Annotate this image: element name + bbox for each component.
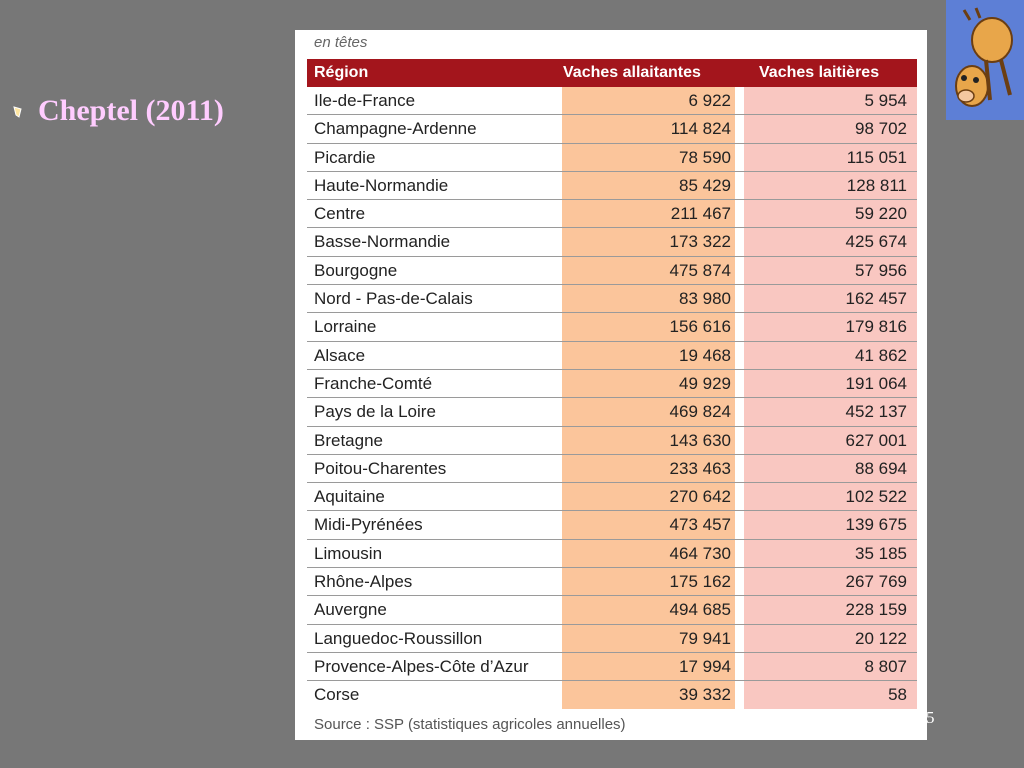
- cell-allaitantes: 143 630: [669, 430, 731, 450]
- cell-allaitantes: 469 824: [669, 402, 731, 422]
- table-row: [307, 370, 917, 398]
- cell-allaitantes: 156 616: [669, 317, 731, 337]
- cell-region: Provence-Alpes-Côte d’Azur: [314, 656, 529, 676]
- cell-allaitantes: 78 590: [679, 147, 731, 167]
- cell-allaitantes: 270 642: [669, 487, 731, 507]
- cell-allaitantes: 233 463: [669, 458, 731, 478]
- table-row: [307, 625, 917, 653]
- cell-laitieres: 128 811: [846, 175, 907, 195]
- cell-allaitantes: 464 730: [669, 543, 731, 563]
- cell-laitieres: 452 137: [845, 402, 907, 422]
- table-row: [307, 455, 917, 483]
- cell-allaitantes: 475 874: [669, 260, 731, 280]
- cell-laitieres: 58: [888, 685, 907, 705]
- table-row: [307, 342, 917, 370]
- cell-laitieres: 425 674: [845, 232, 907, 252]
- cell-region: Basse-Normandie: [314, 232, 451, 252]
- cell-laitieres: 191 064: [845, 373, 907, 393]
- cell-laitieres: 115 051: [846, 147, 907, 167]
- table-row: [307, 681, 917, 708]
- cell-laitieres: 57 956: [855, 260, 907, 280]
- cell-laitieres: 98 702: [855, 119, 907, 139]
- cell-region: Bretagne: [314, 430, 383, 450]
- cell-laitieres: 102 522: [845, 487, 907, 507]
- cell-region: Picardie: [314, 147, 376, 167]
- cell-region: Champagne-Ardenne: [314, 119, 477, 139]
- header-region: Région: [314, 64, 369, 81]
- cell-laitieres: 139 675: [845, 515, 907, 535]
- cell-allaitantes: 39 332: [679, 685, 731, 705]
- cell-allaitantes: 114 824: [670, 119, 731, 139]
- page-number: 5: [926, 708, 935, 727]
- table-row: [307, 285, 917, 313]
- cell-allaitantes: 473 457: [669, 515, 731, 535]
- cell-region: Aquitaine: [314, 487, 385, 507]
- cell-laitieres: 267 769: [845, 572, 907, 592]
- cell-region: Alsace: [314, 345, 366, 365]
- cell-region: Haute-Normandie: [314, 175, 449, 195]
- cell-allaitantes: 79 941: [679, 628, 731, 648]
- table-header: [307, 59, 917, 87]
- table-row: [307, 257, 917, 285]
- cell-region: Rhône-Alpes: [314, 572, 413, 592]
- cell-region: Franche-Comté: [314, 373, 433, 393]
- cell-allaitantes: 19 468: [679, 345, 731, 365]
- cell-region: Bourgogne: [314, 260, 398, 280]
- source-note: Source : SSP (statistiques agricoles annuelles): [314, 716, 626, 733]
- cell-region: Languedoc-Roussillon: [314, 628, 483, 648]
- cell-allaitantes: 211 467: [670, 204, 731, 224]
- table-row: [307, 568, 917, 596]
- cell-region: Corse: [314, 685, 360, 705]
- cell-allaitantes: 6 922: [688, 91, 731, 110]
- table-row: [307, 313, 917, 341]
- cell-laitieres: 41 862: [855, 345, 907, 365]
- cell-allaitantes: 494 685: [669, 600, 731, 620]
- cell-allaitantes: 173 322: [669, 232, 731, 252]
- table-row: [307, 540, 917, 568]
- table-row: [307, 483, 917, 511]
- bullet-icon: [12, 105, 24, 119]
- cell-laitieres: 627 001: [845, 430, 907, 450]
- table-row: [307, 200, 917, 228]
- cell-region: Nord - Pas-de-Calais: [314, 289, 473, 309]
- cell-region: Midi-Pyrénées: [314, 515, 423, 535]
- table-row: [307, 511, 917, 539]
- unit-label: en têtes: [314, 34, 368, 51]
- slide-title: Cheptel (2011): [38, 94, 224, 127]
- cell-region: Ile-de-France: [314, 91, 416, 110]
- cell-allaitantes: 17 994: [679, 656, 731, 676]
- cell-laitieres: 88 694: [855, 458, 907, 478]
- table-body: [307, 87, 917, 709]
- table-row: [307, 87, 917, 115]
- cell-allaitantes: 85 429: [679, 175, 731, 195]
- cell-laitieres: 5 954: [864, 91, 907, 110]
- table-row: [307, 144, 917, 172]
- cell-allaitantes: 175 162: [669, 572, 731, 592]
- table-row: [307, 398, 917, 426]
- cell-laitieres: 35 185: [855, 543, 907, 563]
- table-row: [307, 172, 917, 200]
- table-row: [307, 427, 917, 455]
- cell-region: Auvergne: [314, 600, 387, 620]
- cell-laitieres: 59 220: [855, 204, 907, 224]
- cell-laitieres: 20 122: [855, 628, 907, 648]
- header-allaitantes: Vaches allaitantes: [563, 64, 701, 81]
- cell-laitieres: 228 159: [845, 600, 907, 620]
- cell-region: Lorraine: [314, 317, 377, 337]
- table-row: [307, 596, 917, 624]
- header-laitieres: Vaches laitières: [759, 64, 880, 81]
- table-row: [307, 228, 917, 256]
- cell-allaitantes: 49 929: [679, 373, 731, 393]
- cell-allaitantes: 83 980: [679, 289, 731, 309]
- cell-region: Centre: [314, 204, 366, 224]
- cattle-table: [295, 30, 927, 740]
- cell-region: Pays de la Loire: [314, 402, 436, 422]
- table-row: [307, 653, 917, 681]
- cow-clipart-icon: [946, 0, 1024, 120]
- table-row: [307, 115, 917, 143]
- cell-laitieres: 179 816: [845, 317, 907, 337]
- cell-laitieres: 162 457: [845, 289, 907, 309]
- cell-region: Limousin: [314, 543, 383, 563]
- cell-laitieres: 8 807: [864, 656, 907, 676]
- cell-region: Poitou-Charentes: [314, 458, 447, 478]
